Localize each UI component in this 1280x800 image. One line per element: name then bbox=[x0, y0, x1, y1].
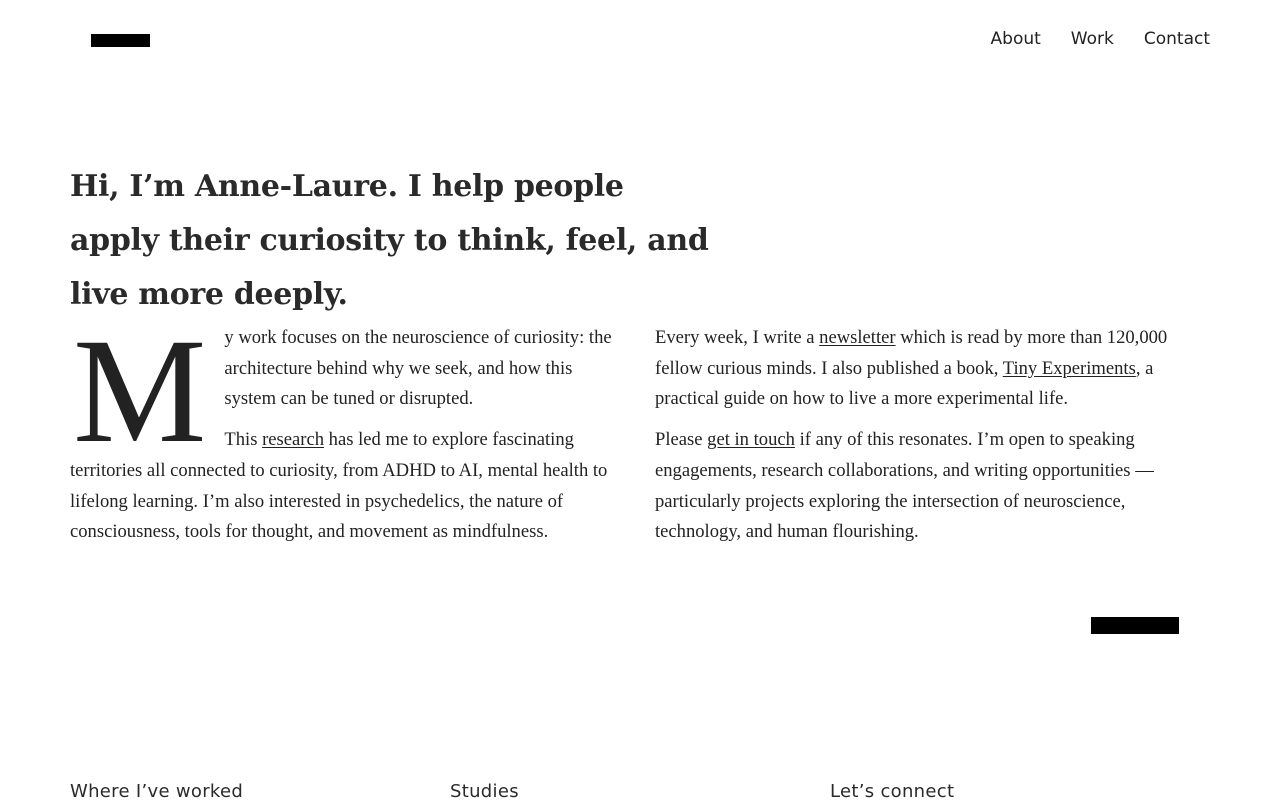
contact-paragraph-before: Please bbox=[655, 429, 708, 451]
book-link[interactable]: Tiny Experiments bbox=[1002, 357, 1136, 379]
intro-column-right bbox=[655, 323, 1185, 548]
contact-paragraph bbox=[655, 425, 1185, 548]
logo[interactable] bbox=[91, 34, 150, 47]
newsletter-link[interactable]: newsletter bbox=[819, 327, 896, 348]
intro-paragraph-2-before: This bbox=[224, 429, 263, 451]
intro-paragraph-1-text: y work focuses on the neuroscience of curiosity: the architecture behind why we seek, and how this system can be tuned or disrupted. bbox=[224, 327, 612, 410]
hero-heading: Hi, I’m Anne-Laure. I help people apply their curiosity to think, feel, and live more deeply. bbox=[70, 169, 709, 312]
research-link[interactable]: research bbox=[262, 429, 325, 451]
contact-paragraph-after: if any of this resonates. I’m open to speaking engagements, research collaborations, and writing opportunities — particularly projects exploring the intersection of neuroscience, technology, and human flourishing. bbox=[655, 429, 1154, 543]
get-in-touch-link[interactable]: get in touch bbox=[707, 429, 795, 451]
site-footer bbox=[70, 780, 1210, 800]
site-header bbox=[0, 0, 1280, 80]
newsletter-paragraph-middle: which is read by more than 120,000 fellow curious minds. I also published a book, bbox=[655, 327, 1168, 379]
drop-cap: M bbox=[73, 308, 207, 474]
nav-link-contact[interactable]: Contact bbox=[1143, 29, 1210, 49]
main-nav bbox=[991, 28, 1210, 50]
nav-link-about[interactable]: About bbox=[990, 29, 1041, 49]
signature-block bbox=[1091, 617, 1179, 634]
newsletter-paragraph-before: Every week, I write a bbox=[655, 327, 820, 348]
nav-link-work[interactable]: Work bbox=[1070, 29, 1114, 49]
intro-column-left bbox=[70, 308, 625, 548]
footer-heading-connect: Let’s connect bbox=[830, 781, 955, 800]
newsletter-paragraph-after: , a practical guide on how to live a more experimental life. bbox=[655, 357, 1154, 410]
intro-paragraph-2-after: has led me to explore fascinating territories all connected to curiosity, from ADHD to AI, mental health to lifelong learning. I’m also interested in psychedelics, the nature of consciousness, tools for thought, and movement as mindfulness. bbox=[70, 429, 608, 543]
footer-heading-studies: Studies bbox=[450, 781, 519, 800]
newsletter-paragraph bbox=[655, 323, 1185, 415]
footer-heading-worked: Where I’ve worked bbox=[70, 781, 244, 800]
